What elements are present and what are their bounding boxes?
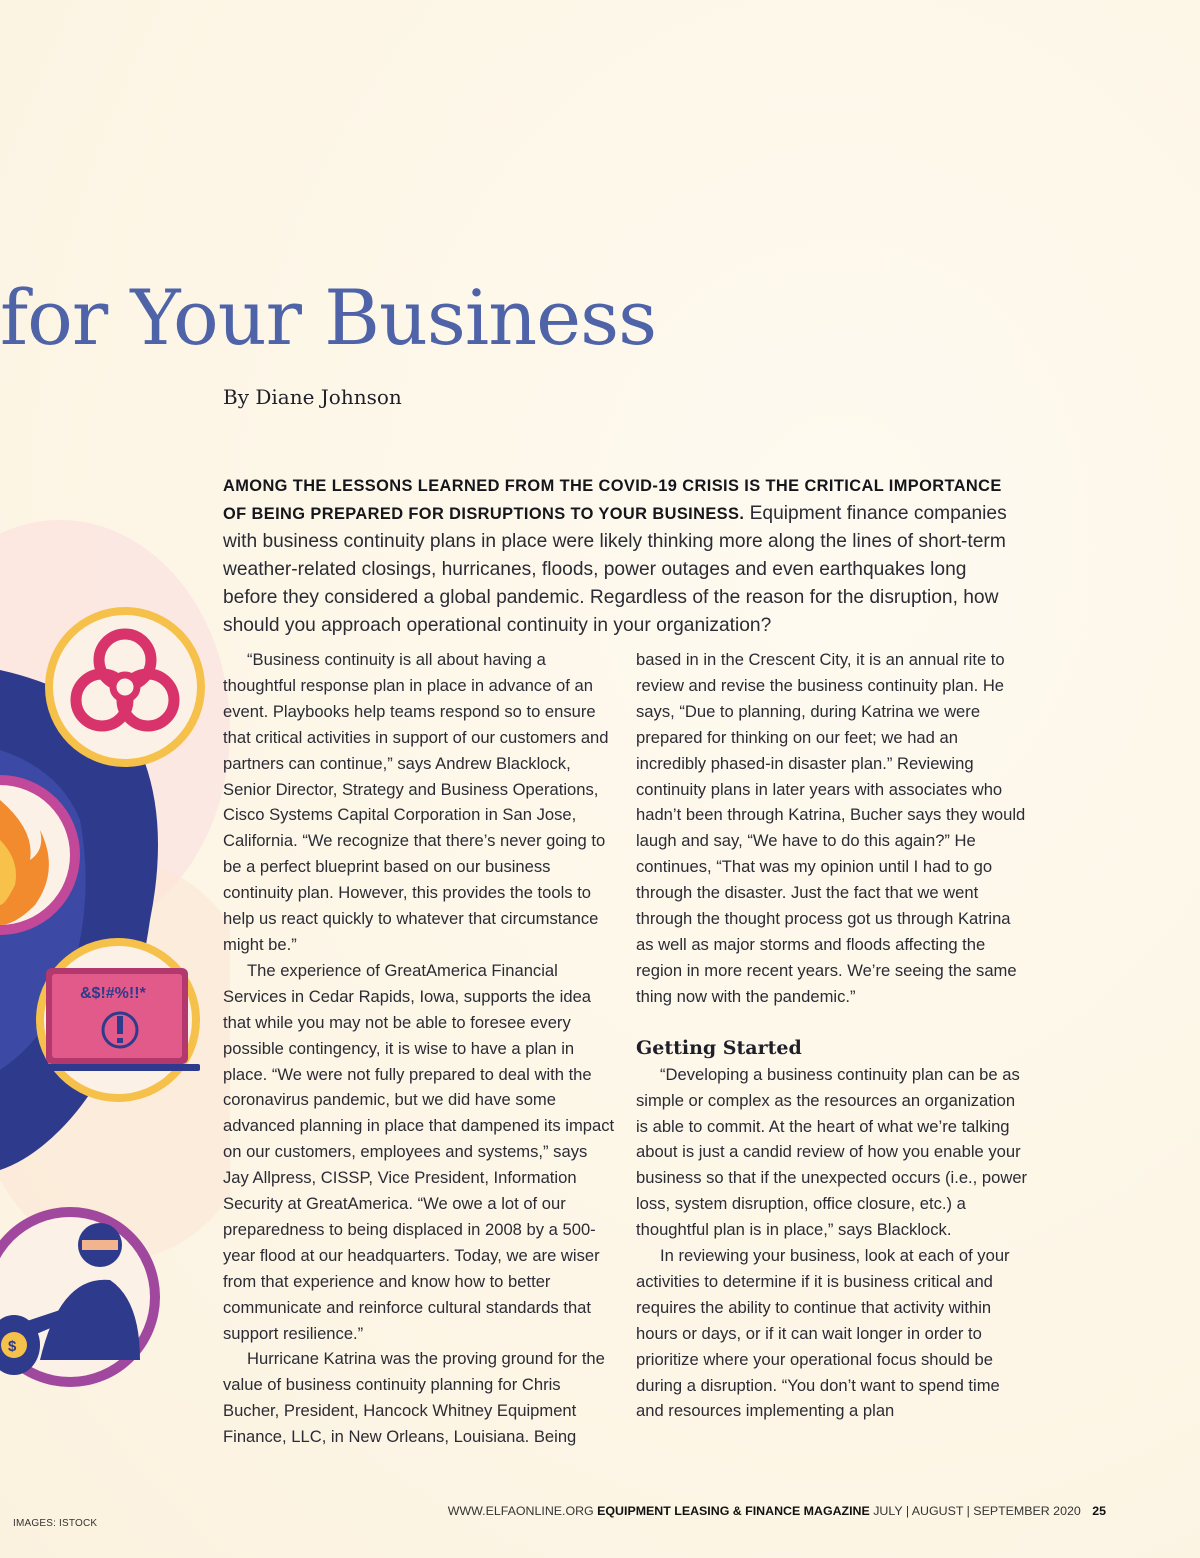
section-heading: Getting Started	[636, 1036, 802, 1059]
footer-url[interactable]: WWW.ELFAONLINE.ORG	[447, 1504, 594, 1518]
laptop-screen-text: &$!#%!!*	[80, 985, 146, 1002]
svg-text:$: $	[8, 1338, 17, 1355]
illustration	[0, 500, 230, 1420]
byline: By Diane Johnson	[223, 385, 402, 409]
body-paragraph: The experience of GreatAmerica Financial Services in Cedar Rapids, Iowa, supports the idea that while you may not be able to foresee every possible contingency, it is wise to have a plan in place. “We were not fully prepared to deal with the coronavirus pandemic, but we did have some advanced planning in place that dampened its impact on our customers, employees and systems,” says Jay Allpress, CISSP, Vice President, Information Security at GreatAmerica. “We owe a lot of our preparedness to being displaced in 2008 by a 500-year flood at our headquarters. Today, we are wiser from that experience and know how to better communicate and reinforce cultural standards that support resilience.”	[223, 960, 615, 1343]
body-paragraph-continued: based in in the Crescent City, it is an annual rite to review and revise the business continuity plan. He says, “Due to planning, during Katrina we were prepared for thinking on our feet; we had an incredibly phased-in disaster plan.” Reviewing continuity plans in later years with associates who hadn’t been through Katrina, Bucher says they would laugh and say, “We have to do this again?” He continues, “That was my opinion until I had to go through the disaster. Just the fact that we went through the thought process got us through Katrina as well as major storms and floods affecting the region in more recent years. We’re seeing the same thing now with the pandemic.”	[636, 650, 1026, 1006]
left-column	[223, 647, 615, 1450]
intro-rest: Equipment finance companies with business continuity plans in place were likely thinking more along the lines of short-term weather-related closings, hurricanes, floods, power outages and even earthquakes long before they considered a global pandemic. Regardless of the reason for the disruption, how should you approach operational continuity in your organization?	[223, 503, 1007, 636]
image-credit: IMAGES: ISTOCK	[13, 1518, 98, 1529]
intro-lead: AMONG THE LESSONS LEARNED FROM THE COVID-19 CRISIS IS THE CRITICAL IMPORTANCE OF BEING PREPARED FOR DISRUPTIONS TO YOUR BUSINESS.	[223, 477, 1002, 523]
footer-magazine-name: EQUIPMENT LEASING & FINANCE MAGAZINE	[597, 1504, 870, 1518]
biohazard-icon	[45, 607, 205, 767]
page-number: 25	[1092, 1504, 1106, 1518]
body-paragraph: Hurricane Katrina was the proving ground for the value of business continuity planning for Chris Bucher, President, Hancock Whitney Equipment Finance, LLC, in New Orleans, Louisiana. Being	[223, 1349, 605, 1447]
intro-paragraph	[223, 472, 1023, 640]
body-paragraph: In reviewing your business, look at each of your activities to determine if it is business critical and requires the ability to continue that activity within hours or days, or if it can wait longer in order to prioritize where your operational focus should be during a disruption. “You don’t want to spend time and resources implementing a plan	[636, 1246, 1010, 1421]
body-paragraph: “Developing a business continuity plan can be as simple or complex as the resources an organization is able to commit. At the heart of what we’re talking about is just a candid review of how you enable your business so that if the unexpected occurs (i.e., power loss, system disruption, office closure, etc.) a thoughtful plan is in place,” says Blacklock.	[636, 1064, 1028, 1240]
laptop-alert-icon	[36, 938, 200, 1102]
body-paragraph: “Business continuity is all about having a thoughtful response plan in place in advance of an event. Playbooks help teams respond so to ensure that critical activities in support of our customers and partners can continue,” says Andrew Blacklock, Senior Director, Strategy and Business Operations, Cisco Systems Capital Corporation in San Jose, California. “We recognize that there’s never going to be a perfect blueprint based on our business continuity plan. However, this provides the tools to help us react quickly to whatever that circumstance might be.”	[223, 650, 609, 954]
page-footer	[448, 1504, 1106, 1518]
footer-issue: JULY | AUGUST | SEPTEMBER 2020	[873, 1504, 1081, 1518]
article-title: for Your Business	[0, 273, 657, 362]
right-column	[636, 647, 1028, 1424]
